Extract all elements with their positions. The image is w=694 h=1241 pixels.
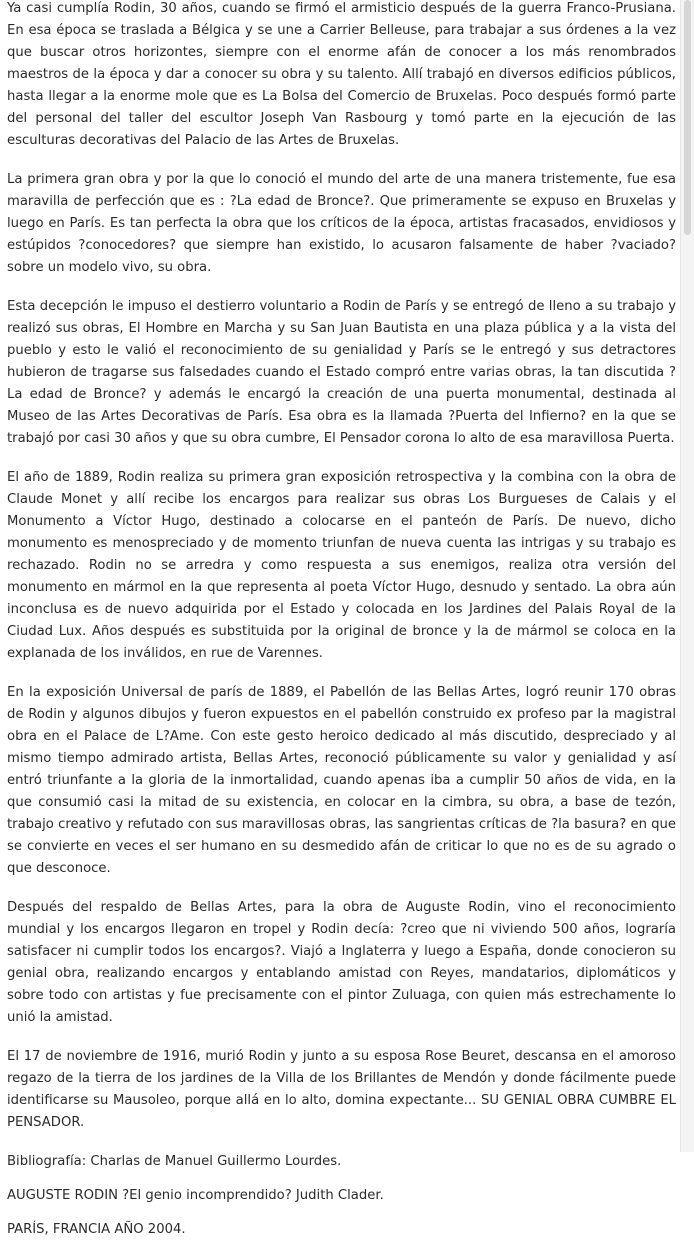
- scrollbar-thumb[interactable]: [684, 0, 691, 235]
- bibliography-label: Bibliografía: Charlas de Manuel Guillermo Lourdes.: [7, 1154, 342, 1169]
- paragraph-exposicion-universal: En la exposición Universal de parís de 1889, el Pabellón de las Bellas Artes, logró reunir 170 obras de Rodin y algunos dibujos y fueron expuestos en el pabellón construido ex profeso par la magistral obra en el Palace de L?Ame. Con este gesto heroico dedicado al más discutido, despreciado y al mismo tiempo admirado artista, Bellas Artes, reconoció públicamente su valor y genialidad y así entró triunfante a la gloria de la inmortalidad, cuando apenas iba a cumplir 50 años de vida, en la que consumió casi la mitad de su existencia, en colocar en la cimbra, su obra, a base de tezón, trabajo creativo y refutado con sus maravillosas obras, las sangrientas críticas de ?la basura? en que se convierte en veces el ser humano en su desmedido afán de criticar lo que no es de su agrado o que desconoce.: [7, 685, 676, 876]
- bibliography-book: AUGUSTE RODIN ?El genio incomprendido? Judith Clader.: [7, 1188, 384, 1203]
- paragraph-retrospectiva-1889: El año de 1889, Rodin realiza su primera gran exposición retrospectiva y la combina con la obra de Claude Monet y allí recibe los encargos para realizar sus obras Los Burgueses de Calais y el Monumento a Víctor Hugo, destinado a colocarse en el panteón de París. De nuevo, dicho monumento es menospreciado y de momento triunfan de nueva cuenta las intrigas y su trabajo es rechazado. Rodin no se arredra y como respuesta a sus enemigos, realiza otra versión del monumento en mármol en la que representa al poeta Víctor Hugo, desnudo y sentado. La obra aún inconclusa es de nuevo adquirida por el Estado y colocada en los Jardines del Palais Royal de la Ciudad Lux. Años después es substituida por la original de bronce y la de mármol se coloca en la explanada de los inválidos, en rue de Varennes.: [7, 470, 676, 661]
- vertical-scrollbar[interactable]: [680, 0, 694, 1152]
- paragraph-puerta-del-infierno: Esta decepción le impuso el destierro voluntario a Rodin de París y se entregó de lleno a su trabajo y realizó sus obras, El Hombre en Marcha y su San Juan Bautista en una plaza pública y a la vista del pueblo y esto le valió el reconocimiento de su genialidad y París se le entregó y sus detractores hubieron de tragarse sus falsedades cuando el Estado compró entre varias obras, la tan discutida ?La edad de Bronce? y además le encargó la creación de una puerta monumental, destinada al Museo de las Artes Decorativas de París. Esa obra es la llamada ?Puerta del Infierno? en la que se trabajó por casi 30 años y que su obra cumbre, El Pensador corona lo alto de esa maravillosa Puerta.: [7, 299, 676, 446]
- paragraph-reconocimiento-mundial: Después del respaldo de Bellas Artes, para la obra de Auguste Rodin, vino el reconocimiento mundial y los encargos llegaron en tropel y Rodin decía: ?creo que ni viviendo 500 años, lograría satisfacer ni cumplir todos los encargos?. Viajó a Inglaterra y luego a España, donde conocieron su genial obra, realizando encargos y entablando amistad con Reyes, mandatarios, diplomáticos y sobre todo con artistas y fue precisamente con el pintor Zuluaga, con quien más estrechamente lo unió la amistad.: [7, 900, 676, 1025]
- paragraph-armisticio: Ya casi cumplía Rodin, 30 años, cuando se firmó el armisticio después de la guerra Franco-Prusiana. En esa época se traslada a Bélgica y se une a Carrier Belleuse, para trabajar a sus órdenes a la vez que buscar otros horizontes, siempre con el enorme afán de conocer a los más renombrados maestros de la época y dar a conocer su obra y su talento. Allí trabajó en diversos edificios públicos, hasta llegar a la enorme mole que es La Bolsa del Comercio de Bruxelas. Poco después formó parte del personal del taller del escultor Joseph Van Rasbourg y tomó parte en la ejecución de las esculturas decorativas del Palacio de las Artes de Bruxelas.: [7, 1, 676, 148]
- bibliography-place: PARÍS, FRANCIA AÑO 2004.: [7, 1222, 186, 1237]
- paragraph-edad-de-bronce: La primera gran obra y por la que lo conoció el mundo del arte de una manera tristemente, fue esa maravilla de perfección que es : ?La edad de Bronce?. Que primeramente se expuso en Bruxelas y luego en París. Es tan perfecta la obra que los críticos de la época, artistas fracasados, envidiosos y estúpidos ?conocedores? que siempre han existido, lo acusaron falsamente de haber ?vaciado? sobre un modelo vivo, su obra.: [7, 172, 676, 275]
- paragraph-muerte-rodin: El 17 de noviembre de 1916, murió Rodin y junto a su esposa Rose Beuret, descansa en el amoroso regazo de la tierra de los jardines de la Villa de los Brillantes de Mendón y donde fácilmente puede identificarse su Mausoleo, porque allá en lo alto, domina expectante... SU GENIAL OBRA CUMBRE EL PENSADOR.: [7, 1049, 676, 1130]
